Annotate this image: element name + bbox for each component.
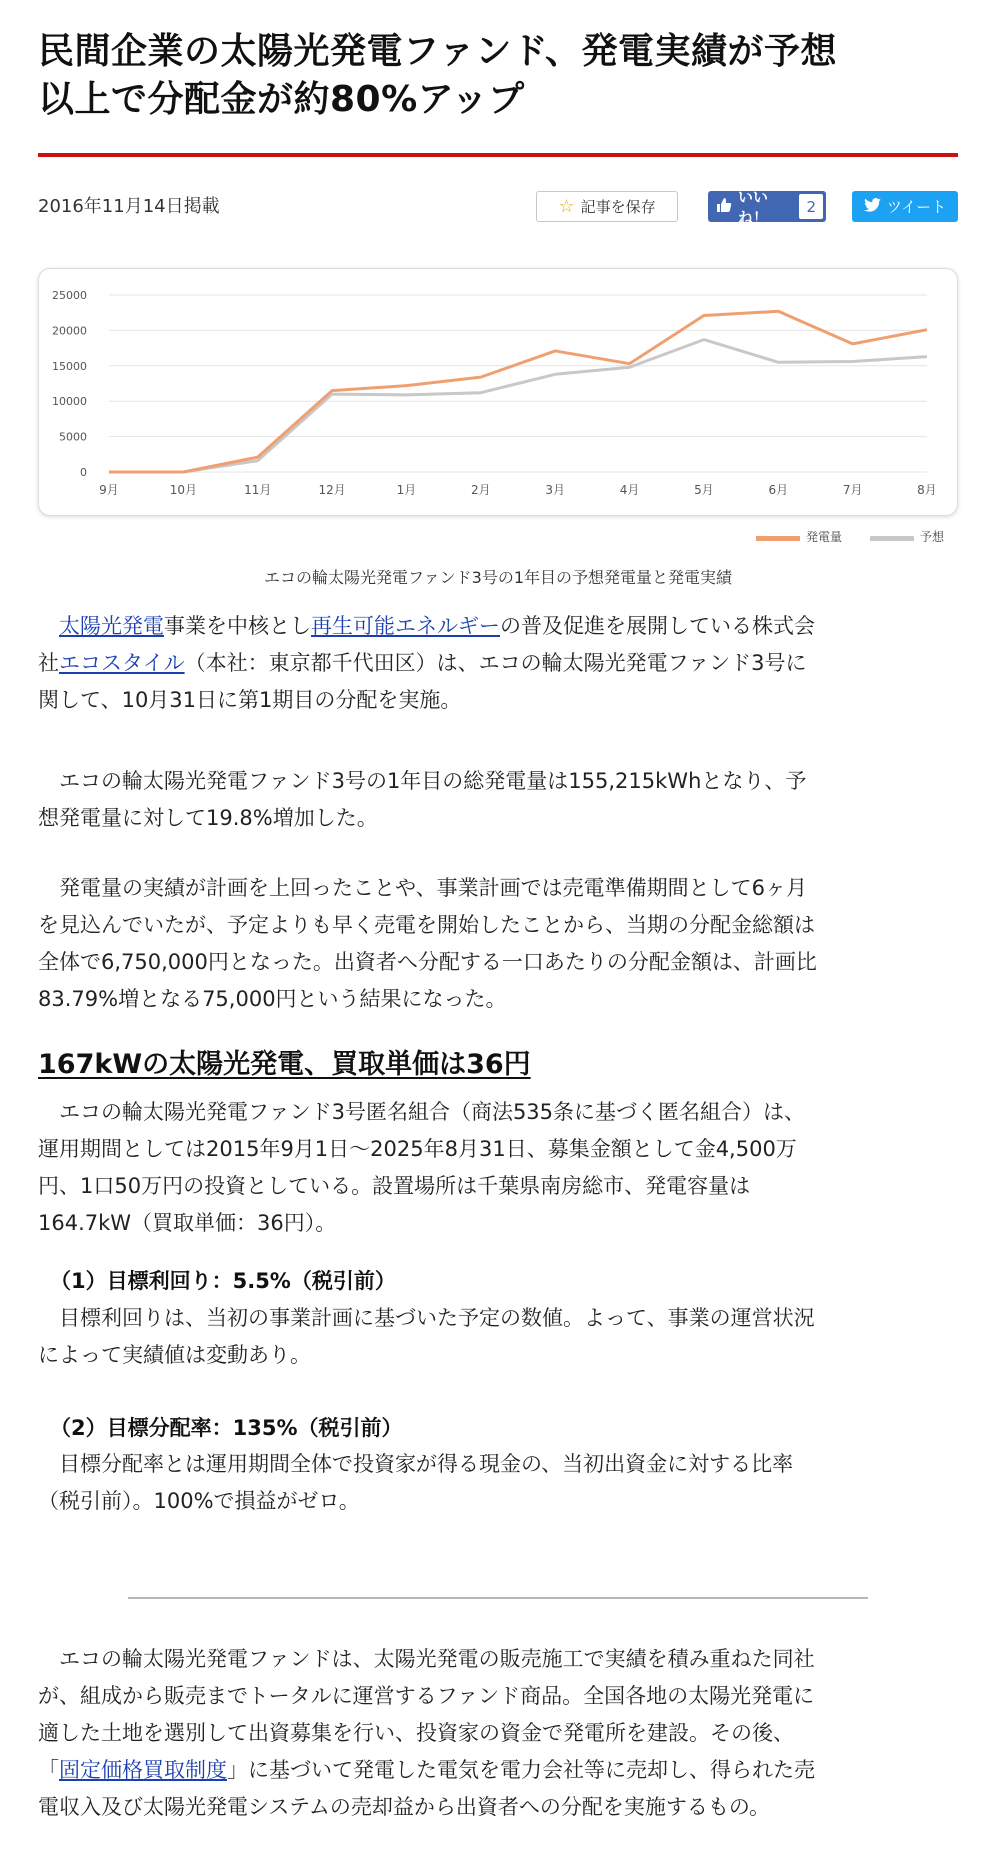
tweet-button[interactable] (852, 191, 958, 222)
chart-svg (39, 269, 959, 517)
x-tick-label: 10月 (169, 483, 198, 497)
paragraph-distribution (38, 870, 958, 1018)
paragraph-target-yield (38, 1300, 958, 1374)
p4-line-4: 164.7kW（買取単価：36円）。 (38, 1211, 337, 1235)
x-tick-label: 4月 (619, 483, 640, 497)
p7-text-5: 」に基づいて発電した電気を電力会社等に売却し、得られた売 (227, 1758, 815, 1782)
y-tick-label: 5000 (59, 430, 87, 444)
paragraph-fund-description (38, 1641, 958, 1826)
twitter-bird-icon (864, 198, 881, 216)
series-line-actual (109, 311, 927, 472)
x-tick-label: 8月 (917, 483, 937, 497)
star-icon: ☆ (558, 196, 575, 217)
y-tick-label: 10000 (52, 395, 87, 409)
paragraph-total-generation (38, 763, 958, 837)
p3-line-3: 全体で6,750,000円となった。出資者へ分配する一口あたりの分配金額は、計画比 (38, 950, 817, 974)
section-divider (128, 1597, 868, 1599)
intro-line-3: 関して、10月31日に第1期目の分配を実施。 (38, 688, 462, 712)
p3-line-2: を見込んでいたが、予定よりも早く売電を開始したことから、当期の分配金総額は (38, 913, 815, 937)
section-heading: 167kWの太陽光発電、買取単価は36円 (38, 1049, 531, 1080)
x-tick-label: 7月 (842, 483, 863, 497)
chart-caption: エコの輪太陽光発電ファンド3号の1年目の予想発電量と発電実績 (263, 568, 733, 587)
tweet-label: ツイート (886, 198, 947, 216)
y-tick-label: 20000 (52, 324, 87, 338)
title-divider (38, 153, 958, 157)
legend-swatch-forecast (870, 536, 914, 541)
paragraph-intro (38, 608, 958, 719)
paragraph-target-distribution (38, 1446, 958, 1520)
x-tick-label: 1月 (396, 483, 417, 497)
thumbs-up-icon (716, 197, 732, 217)
p7-line-5: 電収入及び太陽光発電システムの売却益から出資者への分配を実施するもの。 (38, 1795, 771, 1819)
intro-text-4: （本社：東京都千代田区）は、エコの輪太陽光発電ファンド3号に (184, 651, 807, 675)
intro-text-1: 事業を中核とし (164, 614, 311, 638)
x-tick-label: 2月 (470, 483, 491, 497)
link-ecostyle[interactable]: エコスタイル (59, 651, 185, 675)
p7-line-3: 適した土地を選別して出資募集を行い、投資家の資金で発電所を建設。その後、 (38, 1721, 794, 1745)
x-tick-label: 3月 (545, 483, 566, 497)
y-tick-label: 25000 (52, 289, 87, 302)
p2-line-1: エコの輪太陽光発電ファンド3号の1年目の総発電量は155,215kWhとなり、予 (59, 769, 807, 793)
like-label: いいね！ (738, 187, 769, 227)
x-tick-label: 5月 (694, 483, 714, 497)
x-tick-label: 11月 (244, 483, 272, 497)
x-tick-label: 6月 (768, 483, 789, 497)
p5-line-2: によって実績値は変動あり。 (38, 1343, 311, 1367)
paragraph-fund-overview (38, 1094, 958, 1242)
p4-line-1: エコの輪太陽光発電ファンド3号匿名組合（商法535条に基づく匿名組合）は、 (59, 1100, 806, 1124)
subheading-target-distribution: （2）目標分配率：135%（税引前） (50, 1416, 403, 1440)
p6-line-2: （税引前）。100%で損益がゼロ。 (38, 1489, 360, 1513)
p3-line-4: 83.79%増となる75,000円という結果になった。 (38, 987, 507, 1011)
link-feed-in-tariff[interactable]: 固定価格買取制度 (59, 1758, 227, 1782)
intro-text-3: 社 (38, 651, 59, 675)
p3-line-1: 発電量の実績が計画を上回ったことや、事業計画では売電準備期間として6ヶ月 (59, 876, 807, 900)
legend-label-forecast: 予想 (920, 530, 945, 544)
x-tick-label: 9月 (99, 483, 119, 497)
generation-chart (38, 268, 958, 516)
p7-line-2: が、組成から販売までトータルに運営するファンド商品。全国各地の太陽光発電に (38, 1684, 815, 1708)
link-renewable-energy[interactable]: 再生可能エネルギー (311, 614, 500, 638)
publish-date: 2016年11月14日掲載 (38, 196, 220, 217)
like-count: 2 (799, 194, 823, 219)
p2-line-2: 想発電量に対して19.8%増加した。 (38, 806, 378, 830)
intro-text-2: の普及促進を展開している株式会 (500, 614, 815, 638)
chart-legend (728, 528, 958, 546)
legend-label-actual: 発電量 (806, 530, 843, 544)
p7-line-1: エコの輪太陽光発電ファンドは、太陽光発電の販売施工で実績を積み重ねた同社 (59, 1647, 815, 1671)
p6-line-1: 目標分配率とは運用期間全体で投資家が得る現金の、当初出資金に対する比率 (59, 1452, 794, 1476)
title-line-2: 以上で分配金が約80%アップ (38, 79, 525, 120)
title-line-1: 民間企業の太陽光発電ファンド、発電実績が予想 (38, 31, 838, 72)
p7-open-quote: 「 (38, 1758, 59, 1782)
p4-line-3: 円、1口50万円の投資としている。設置場所は千葉県南房総市、発電容量は (38, 1174, 751, 1198)
save-article-label: 記事を保存 (580, 198, 656, 216)
p4-line-2: 運用期間としては2015年9月1日～2025年8月31日、募集金額として金4,500万 (38, 1137, 797, 1161)
subheading-target-yield: （1）目標利回り：5.5%（税引前） (50, 1269, 396, 1293)
p5-line-1: 目標利回りは、当初の事業計画に基づいた予定の数値。よって、事業の運営状況 (59, 1306, 815, 1330)
article-title (38, 28, 958, 124)
y-tick-label: 15000 (52, 359, 87, 373)
link-solar-power[interactable]: 太陽光発電 (59, 614, 164, 638)
save-article-button[interactable] (536, 191, 678, 222)
legend-swatch-actual (756, 536, 800, 541)
x-tick-label: 12月 (318, 483, 346, 497)
y-tick-label: 0 (80, 466, 87, 479)
facebook-like-button[interactable] (708, 187, 826, 227)
series-line-forecast (109, 340, 927, 472)
